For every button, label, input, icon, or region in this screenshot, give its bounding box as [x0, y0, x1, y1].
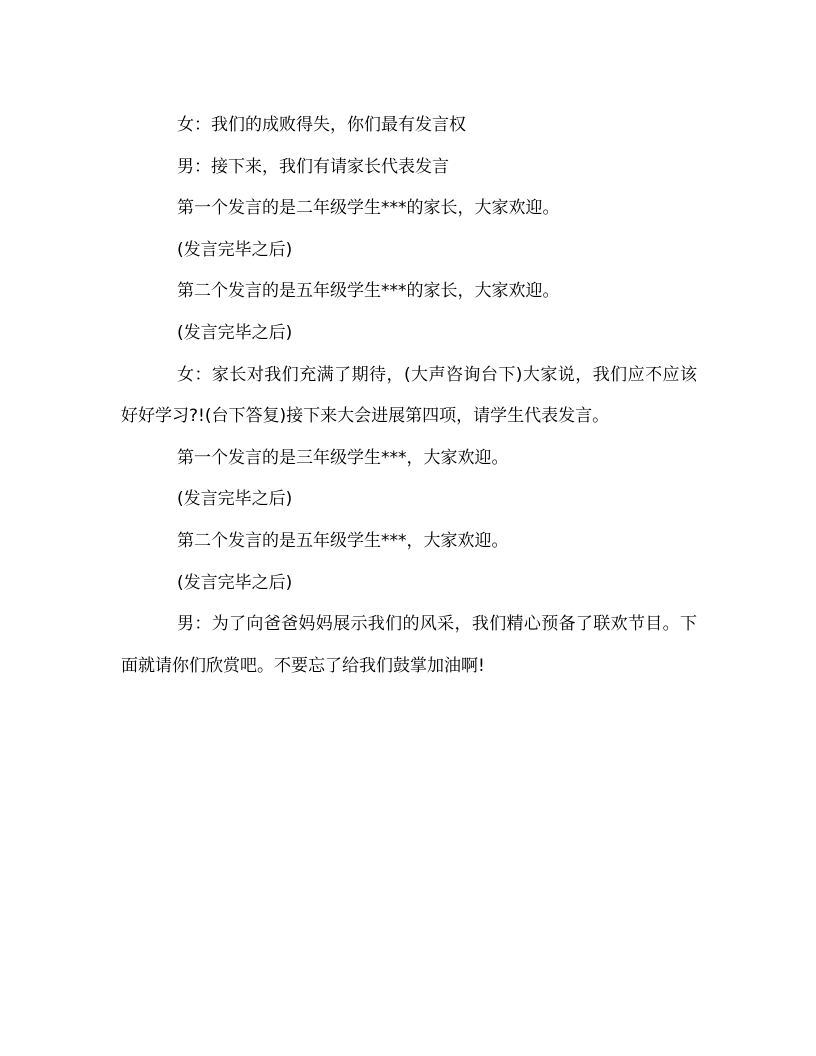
paragraph-female-host-student-reps: 女：家长对我们充满了期待，(大声咨询台下)大家说，我们应不应该好好学习?!(台下答复)接下来大会进展第四项，请学生代表发言。 [121, 364, 697, 427]
paragraph-second-student-speaker: 第二个发言的是五年级学生***，大家欢迎。 [177, 530, 509, 551]
paragraph-male-host-invite-parents: 男：接下来，我们有请家长代表发言 [177, 156, 449, 177]
document-body [121, 105, 697, 687]
paragraph-female-host: 女：我们的成败得失，你们最有发言权 [177, 115, 466, 135]
paragraph-after-speech-note: (发言完毕之后) [177, 572, 293, 593]
paragraph-second-parent-speaker: 第二个发言的是五年级学生***的家长，大家欢迎。 [177, 281, 560, 302]
paragraph-after-speech-note: (发言完毕之后) [177, 489, 293, 510]
paragraph-after-speech-note: (发言完毕之后) [177, 322, 293, 343]
paragraph-first-parent-speaker: 第一个发言的是二年级学生***的家长，大家欢迎。 [177, 198, 560, 219]
paragraph-first-student-speaker: 第一个发言的是三年级学生***，大家欢迎。 [177, 447, 509, 468]
paragraph-after-speech-note: (发言完毕之后) [177, 239, 293, 260]
paragraph-male-host-program-intro: 男：为了向爸爸妈妈展示我们的风采，我们精心预备了联欢节目。下面就请你们欣赏吧。不要忘了给我们鼓掌加油啊! [121, 614, 697, 676]
